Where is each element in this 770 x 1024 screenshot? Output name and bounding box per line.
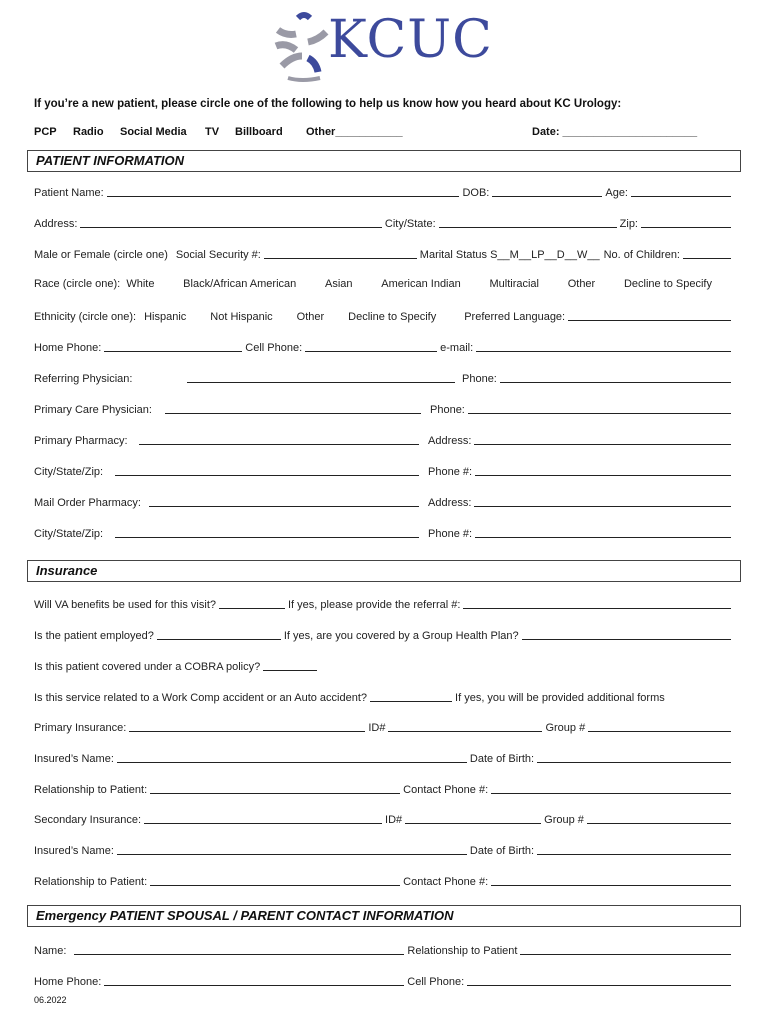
- demographics-row: [34, 247, 734, 261]
- relationship-field[interactable]: [150, 782, 400, 794]
- pharmacy-address-field[interactable]: [474, 433, 731, 445]
- city-state-field[interactable]: [439, 216, 617, 228]
- label: Race (circle one):: [34, 278, 121, 290]
- label: Cell Phone:: [245, 342, 303, 354]
- label: Social Security #:: [175, 249, 261, 261]
- label: Insured’s Name:: [34, 845, 114, 857]
- race-option-other[interactable]: Other: [567, 278, 596, 290]
- label: If yes, please provide the referral #:: [288, 599, 461, 611]
- label: Relationship to Patient:: [34, 876, 148, 888]
- label: Phone #:: [428, 466, 473, 478]
- label: Primary Pharmacy:: [34, 435, 128, 447]
- referring-row: [34, 371, 734, 385]
- referral-option-tv[interactable]: TV: [205, 126, 220, 138]
- label: Preferred Language:: [464, 311, 566, 323]
- label: Phone:: [430, 404, 465, 416]
- workcomp-row: [34, 690, 734, 704]
- contact-phone-field-2[interactable]: [491, 874, 731, 886]
- pcp-phone-field[interactable]: [468, 402, 731, 414]
- label: Secondary Insurance:: [34, 814, 142, 826]
- label: Is this service related to a Work Comp accident or an Auto accident?: [34, 692, 368, 704]
- label: City/State/Zip:: [34, 466, 104, 478]
- label: If yes, you will be provided additional forms: [455, 692, 665, 704]
- section-insurance: [27, 560, 741, 582]
- patient-name-row: [34, 185, 734, 199]
- emergency-home-phone-field[interactable]: [104, 974, 404, 986]
- primary-id-field[interactable]: [388, 720, 542, 732]
- label: Will VA benefits be used for this visit?: [34, 599, 216, 611]
- mail-pharmacy-address-field[interactable]: [474, 495, 731, 507]
- label: City/State/Zip:: [34, 528, 104, 540]
- secondary-insurance-row: [34, 812, 734, 826]
- language-field[interactable]: [568, 309, 731, 321]
- contact-phone-field[interactable]: [491, 782, 731, 794]
- emergency-name-row: [34, 943, 734, 957]
- label: e-mail:: [440, 342, 474, 354]
- children-field[interactable]: [683, 247, 731, 259]
- home-phone-field[interactable]: [104, 340, 242, 352]
- secondary-id-field[interactable]: [405, 812, 541, 824]
- ethnicity-option-other[interactable]: Other: [296, 311, 325, 323]
- mail-pharmacy-phone-field[interactable]: [475, 526, 731, 538]
- phone-row: [34, 340, 734, 354]
- logo-wordmark: KCUC: [328, 10, 493, 70]
- insured-name-field[interactable]: [117, 751, 467, 763]
- mail-pharmacy-city-row: [34, 526, 734, 540]
- workcomp-field[interactable]: [370, 690, 452, 702]
- cobra-row: [34, 659, 734, 673]
- emergency-name-field[interactable]: [74, 943, 404, 955]
- label: ID#: [385, 814, 403, 826]
- label: Address:: [428, 435, 472, 447]
- ethnicity-option-not-hispanic[interactable]: Not Hispanic: [210, 311, 273, 323]
- label: City/State:: [384, 218, 436, 230]
- email-field[interactable]: [476, 340, 731, 352]
- primary-insurance-row: [34, 720, 734, 734]
- section-title: PATIENT INFORMATION: [36, 153, 185, 168]
- referral-option-pcp[interactable]: PCP: [34, 126, 57, 138]
- insured-dob-field[interactable]: [537, 751, 731, 763]
- marital-status[interactable]: Marital Status S__M__LP__D__W__: [419, 249, 600, 261]
- label: Patient Name:: [34, 187, 104, 199]
- va-field[interactable]: [219, 597, 285, 609]
- va-row: [34, 597, 734, 611]
- pharmacy-phone-field[interactable]: [475, 464, 731, 476]
- referral-option-billboard[interactable]: Billboard: [235, 126, 283, 138]
- label: Insured’s Name:: [34, 753, 114, 765]
- age-field[interactable]: [631, 185, 731, 197]
- race-option-multiracial[interactable]: Multiracial: [489, 278, 539, 290]
- label: Address:: [34, 218, 78, 230]
- relationship-row: [34, 782, 734, 796]
- section-title: Insurance: [36, 563, 98, 578]
- patient-name-field[interactable]: [107, 185, 460, 197]
- employed-field[interactable]: [157, 628, 281, 640]
- va-referral-field[interactable]: [463, 597, 731, 609]
- primary-insurance-field[interactable]: [129, 720, 365, 732]
- ssn-field[interactable]: [264, 247, 417, 259]
- kcuc-logo-icon: [268, 12, 332, 86]
- insured-name-row: [34, 751, 734, 765]
- ethnicity-option-decline[interactable]: Decline to Specify: [348, 311, 437, 323]
- label: Group #: [545, 722, 586, 734]
- label: Contact Phone #:: [403, 784, 489, 796]
- form-version: 06.2022: [34, 995, 67, 1005]
- section-title: Emergency PATIENT SPOUSAL / PARENT CONTACT INFORMATION: [36, 908, 454, 923]
- label: Contact Phone #:: [403, 876, 489, 888]
- address-row: [34, 216, 734, 230]
- mail-pharmacy-city-field[interactable]: [115, 526, 419, 538]
- relationship-field-2[interactable]: [150, 874, 400, 886]
- intro-text: If you’re a new patient, please circle one of the following to help us know how you heard about KC Urology:: [34, 98, 622, 110]
- label: Relationship to Patient: [407, 945, 518, 957]
- cell-phone-field[interactable]: [305, 340, 437, 352]
- mail-pharmacy-row: [34, 495, 734, 509]
- label: Phone:: [462, 373, 497, 385]
- label: Primary Insurance:: [34, 722, 127, 734]
- pharmacy-field[interactable]: [139, 433, 419, 445]
- referral-option-radio[interactable]: Radio: [73, 126, 104, 138]
- insured-name-row-2: [34, 843, 734, 857]
- insured-name-field-2[interactable]: [117, 843, 467, 855]
- label: Home Phone:: [34, 342, 102, 354]
- primary-group-field[interactable]: [588, 720, 731, 732]
- label: Phone #:: [428, 528, 473, 540]
- label: Address:: [428, 497, 472, 509]
- label: Date of Birth:: [469, 845, 535, 857]
- label: Age:: [605, 187, 628, 199]
- ethnicity-option-hispanic[interactable]: Hispanic: [144, 311, 187, 323]
- label: Male or Female (circle one): [34, 249, 168, 261]
- relationship-row-2: [34, 874, 734, 888]
- label: Date of Birth:: [469, 753, 535, 765]
- date-field[interactable]: Date: ______________________: [532, 126, 698, 138]
- referring-physician-field[interactable]: [187, 371, 455, 383]
- pharmacy-row: [34, 433, 734, 447]
- zip-field[interactable]: [641, 216, 731, 228]
- race-option-white[interactable]: White: [126, 278, 155, 290]
- address-field[interactable]: [80, 216, 381, 228]
- label: DOB:: [462, 187, 490, 199]
- label: Name:: [34, 945, 67, 957]
- label: Referring Physician:: [34, 373, 133, 385]
- pharmacy-city-field[interactable]: [115, 464, 419, 476]
- label: Is the patient employed?: [34, 630, 154, 642]
- pcp-row: [34, 402, 734, 416]
- label: Ethnicity (circle one):: [34, 311, 137, 323]
- employed-row: [34, 628, 734, 642]
- mail-pharmacy-field[interactable]: [149, 495, 419, 507]
- race-option-asian[interactable]: Asian: [325, 278, 353, 290]
- label: Mail Order Pharmacy:: [34, 497, 141, 509]
- section-emergency-contact: [27, 905, 741, 927]
- label: Home Phone:: [34, 976, 102, 988]
- group-plan-field[interactable]: [522, 628, 731, 640]
- referral-option-other[interactable]: Other___________: [306, 126, 403, 138]
- label: Relationship to Patient:: [34, 784, 148, 796]
- label: If yes, are you covered by a Group Health Plan?: [283, 630, 519, 642]
- label: No. of Children:: [603, 249, 680, 261]
- secondary-insurance-field[interactable]: [144, 812, 382, 824]
- secondary-group-field[interactable]: [587, 812, 731, 824]
- insured-dob-field-2[interactable]: [537, 843, 731, 855]
- ethnicity-row: [34, 309, 734, 323]
- race-row: [34, 278, 734, 290]
- section-patient-information: [27, 150, 741, 172]
- referral-option-social-media[interactable]: Social Media: [120, 126, 187, 138]
- pcp-field[interactable]: [165, 402, 421, 414]
- race-option-decline[interactable]: Decline to Specify: [623, 278, 712, 290]
- pharmacy-city-row: [34, 464, 734, 478]
- race-option-black[interactable]: Black/African American: [183, 278, 297, 290]
- emergency-relationship-field[interactable]: [520, 943, 731, 955]
- emergency-phone-row: [34, 974, 734, 988]
- label: Cell Phone:: [407, 976, 465, 988]
- dob-field[interactable]: [492, 185, 602, 197]
- cobra-field[interactable]: [263, 659, 317, 671]
- emergency-cell-phone-field[interactable]: [467, 974, 731, 986]
- label: Primary Care Physician:: [34, 404, 152, 416]
- label: ID#: [368, 722, 386, 734]
- label: Zip:: [619, 218, 638, 230]
- label: Group #: [544, 814, 584, 826]
- label: Is this patient covered under a COBRA policy?: [34, 661, 261, 673]
- kcuc-logo: [268, 12, 508, 86]
- referring-phone-field[interactable]: [500, 371, 731, 383]
- race-option-american-indian[interactable]: American Indian: [381, 278, 461, 290]
